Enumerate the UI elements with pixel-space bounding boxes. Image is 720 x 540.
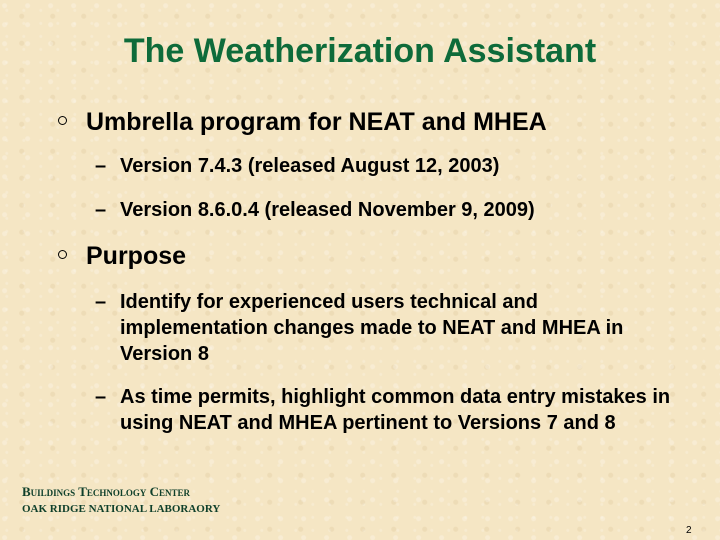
page-number: 2: [686, 525, 692, 536]
dash-icon: –: [95, 386, 107, 408]
subitem-identify-changes: [95, 289, 680, 367]
slide-title: The Weatherization Assistant: [123, 32, 597, 70]
bullet-umbrella-program: [58, 108, 547, 137]
footer-organization: Buildings Technology Center: [22, 484, 191, 499]
bullet-purpose: [58, 242, 186, 271]
subitem-version-8: [95, 197, 680, 223]
subitem-version-7: [95, 153, 680, 179]
dash-icon: –: [95, 291, 107, 313]
subitem-highlight-mistakes: [95, 384, 680, 436]
subitem-text: Version 8.6.0.4 (released November 9, 2009): [120, 199, 535, 221]
bullet-text: Purpose: [86, 242, 187, 270]
subitem-text: Identify for experienced users technical and implementation changes made to NEAT and MHEA in Version 8: [120, 291, 624, 365]
bullet-dot-icon: [58, 250, 67, 259]
footer-laboratory: OAK RIDGE NATIONAL LABORAORY: [22, 503, 221, 515]
subitem-text: Version 7.4.3 (released August 12, 2003): [120, 155, 500, 177]
dash-icon: –: [95, 155, 107, 177]
dash-icon: –: [95, 199, 107, 221]
subitem-text: As time permits, highlight common data entry mistakes in using NEAT and MHEA pertinent to Versions 7 and 8: [120, 386, 671, 434]
bullet-text: Umbrella program for NEAT and MHEA: [86, 108, 547, 136]
bullet-dot-icon: [58, 116, 67, 125]
